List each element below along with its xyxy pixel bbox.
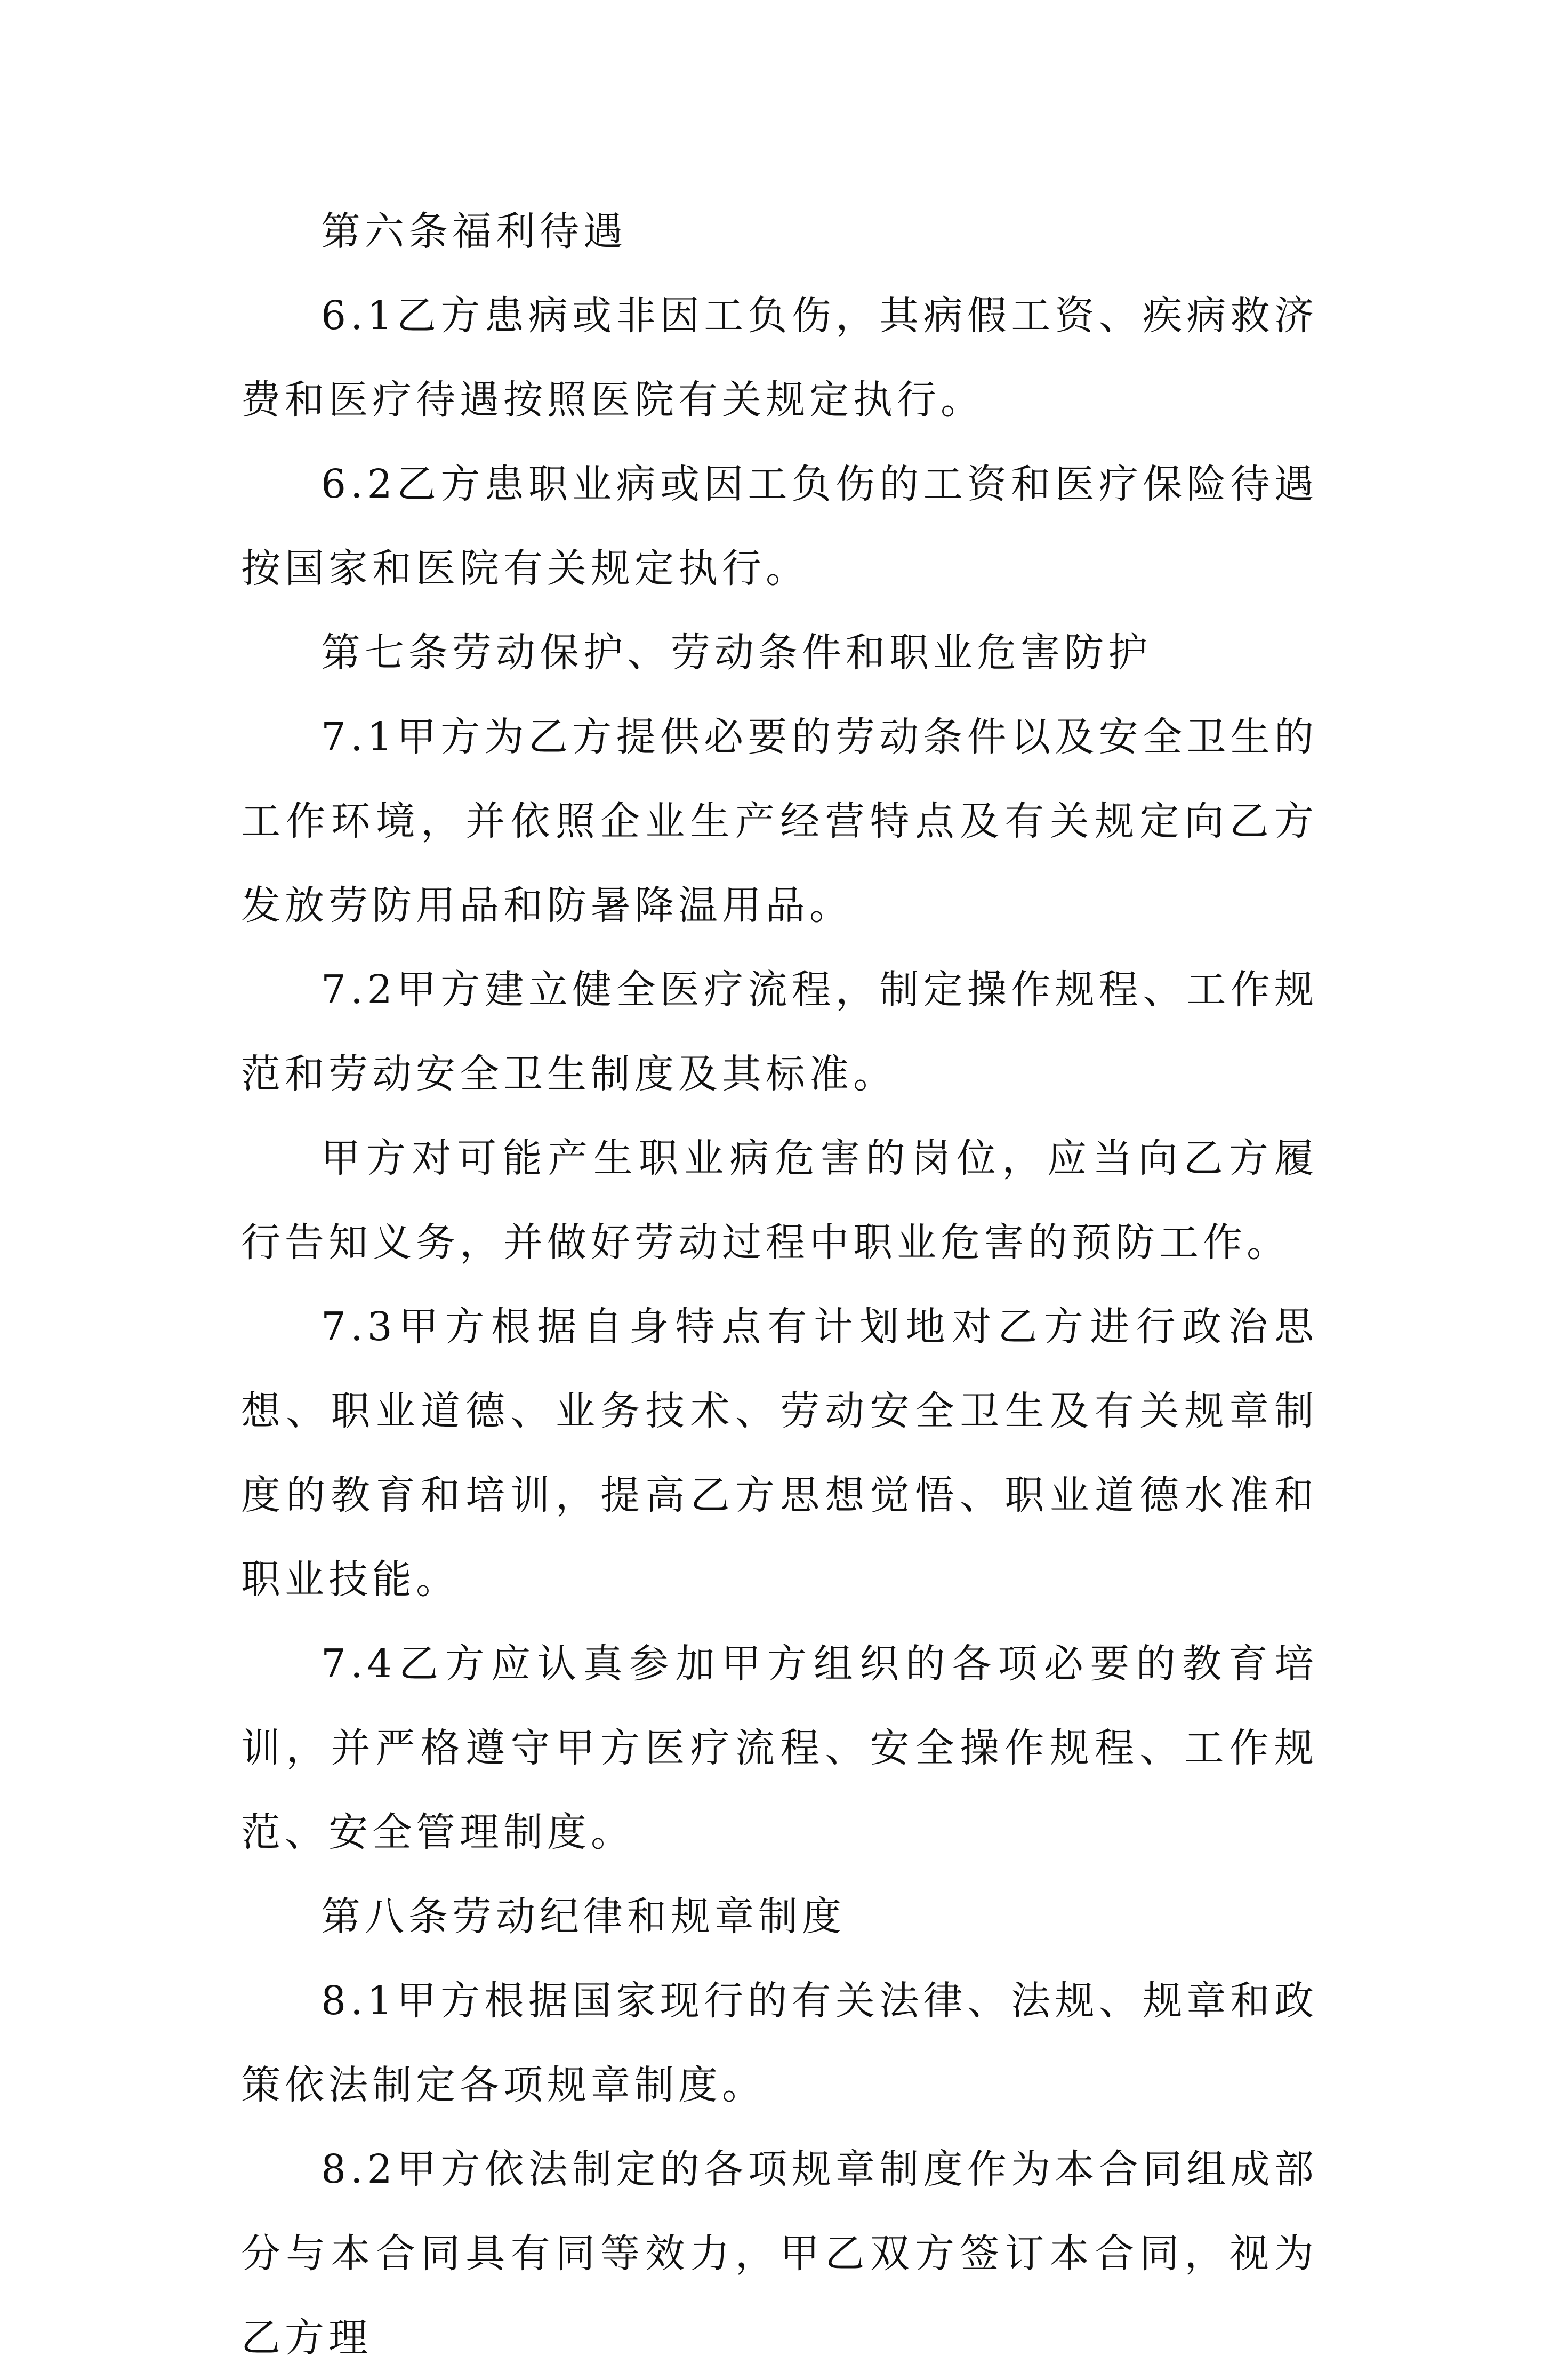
article-8-heading: 第八条劳动纪律和规章制度 [321, 1894, 846, 1940]
clause-8-2: 8.2甲方依法制定的各项规章制度作为本合同组成部分与本合同具有同等效力，甲乙双方签订本合同，视为乙方理 [241, 2146, 1318, 2361]
article-6-heading: 第六条福利待遇 [321, 209, 627, 254]
clause-7-2: 7.2甲方建立健全医疗流程，制定操作规程、工作规范和劳动安全卫生制度及其标准。 [241, 967, 1318, 1097]
clause-6-2: 6.2乙方患职业病或因工负伤的工资和医疗保险待遇按国家和医院有关规定执行。 [241, 461, 1318, 591]
document-body [241, 189, 1318, 2380]
clause-6-1: 6.1乙方患病或非因工负伤，其病假工资、疾病救济费和医疗待遇按照医院有关规定执行。 [241, 293, 1318, 423]
clause-7-4: 7.4乙方应认真参加甲方组织的各项必要的教育培训，并严格遵守甲方医疗流程、安全操作规程、工作规范、安全管理制度。 [241, 1641, 1318, 1855]
clause-8-1: 8.1甲方根据国家现行的有关法律、法规、规章和政策依法制定各项规章制度。 [241, 1978, 1318, 2108]
clause-7-1: 7.1甲方为乙方提供必要的劳动条件以及安全卫生的工作环境，并依照企业生产经营特点及有关规定向乙方发放劳防用品和防暑降温用品。 [241, 714, 1318, 928]
article-7-heading: 第七条劳动保护、劳动条件和职业危害防护 [321, 630, 1152, 676]
clause-7-2-continued: 甲方对可能产生职业病危害的岗位，应当向乙方履行告知义务，并做好劳动过程中职业危害的预防工作。 [241, 1135, 1318, 1265]
clause-7-3: 7.3甲方根据自身特点有计划地对乙方进行政治思想、职业道德、业务技术、劳动安全卫生及有关规章制度的教育和培训，提高乙方思想觉悟、职业道德水准和职业技能。 [241, 1304, 1318, 1602]
